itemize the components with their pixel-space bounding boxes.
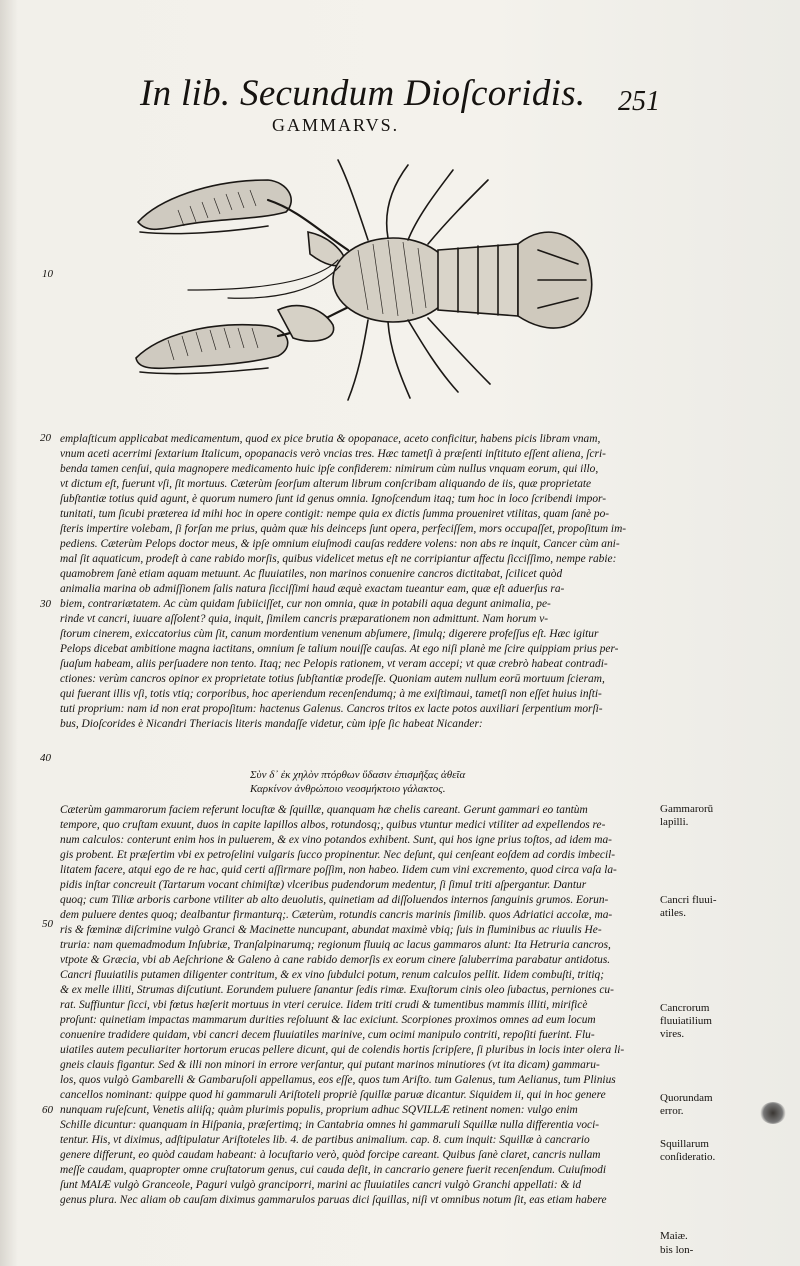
margin-note-line: lapilli. — [660, 816, 689, 828]
margin-note-line: error. — [660, 1105, 684, 1117]
text-line: tunitati, tum ſicubi præterea id mihi hoc in opere contigit: nempe quia ex dictis ſumma proueniret vtilitas, quam ſanè po- — [60, 508, 610, 520]
text-line: quoq; cum Tiliæ arboris carbone vtiliter ab alto deuolutis, quinetiam ad diſſoluendos internos ſanguinis grumos. Eorun- — [60, 894, 609, 906]
text-line: qui fuerant illis vſi, totis vtiq; corporibus, hoc aperiendum recenſendumq; à me exiſtimaui, tametſi non eſſet huius inſti- — [60, 688, 602, 700]
text-line: dem puluere dentes quoq; dealbantur firmanturq;. Cæterùm, rotundis cancris marinis ſimilib. quos Adriatici accolæ, ma- — [60, 909, 613, 921]
margin-note — [660, 894, 798, 920]
page-number: 251 — [618, 86, 660, 117]
margin-note-line: Maiæ. — [660, 1230, 688, 1242]
text-line: uiatiles autem peculiariter hortorum erucas pellere dicunt, qui de colendis hortis ſcripſere, ſi pluribus in locis inter olera li- — [60, 1044, 625, 1056]
text-line: bus, Dioſcorides è Nicandri Theriacis literis mandaſſe videtur, cùm ipſe ſic habeat Nicander: — [60, 718, 483, 730]
text-line: emplaſticum applicabat medicamentum, quod ex pice brutia & opopanace, aceto conficitur, habens picis libram vnam, — [60, 433, 601, 445]
text-line: num calculos: conterunt enim hos in puluerem, & ex vino potandos exhibent. Sunt, qui hos igne prius toſtos, ad idem ma- — [60, 834, 612, 846]
line-number: 30 — [40, 598, 51, 610]
text-line: conuenire tradidere quidam, vbi cancri decem fluuiatiles marinive, cum ocimi manipulo contriti, repoſiti fuerint. Flu- — [60, 1029, 595, 1041]
line-number: 10 — [42, 268, 53, 280]
margin-note-line: fluuiatilium — [660, 1015, 712, 1027]
text-line: pediens. Cæterùm Pelops doctor meus, & ipſe omnium eiuſmodi cauſas reddere volens: non abs re inquit, Cancer cùm ani- — [60, 538, 620, 550]
line-number: 60 — [42, 1104, 53, 1116]
line-number: 20 — [40, 432, 51, 444]
margin-note — [660, 1138, 798, 1164]
page-header-title: In lib. Secundum Dioſcoridis. — [140, 73, 586, 114]
greek-quotation — [250, 768, 465, 796]
text-line: proſunt: quinetiam impactas mammarum durities reſoluunt & lac exiciunt. Scorpiones proximos omnes ad eum locum — [60, 1014, 596, 1026]
margin-note-line: Cancri fluui- — [660, 894, 717, 906]
text-line: Cancri fluuiatilis putamen diligenter contritum, & ex vino ſubdulci potum, renum calculos pellit. Iidem combuſti, tritiq; — [60, 969, 605, 981]
text-line: tuti proprium: nam id non erat propoſitum: hactenus Galenus. Cancros tritos ex lacte potos auxiliari ſerpentium morſi- — [60, 703, 603, 715]
line-number: 50 — [42, 918, 53, 930]
margin-note — [660, 1002, 798, 1041]
text-line: biem, contrariætatem. Ac cùm quidam ſubiiciſſet, cur non omnia, quæ in potabili aqua degunt animalia, pe- — [60, 598, 551, 610]
margin-note-line: atiles. — [660, 907, 686, 919]
margin-note-line: vires. — [660, 1028, 685, 1040]
text-line: animalia marina ob admiſſionem ſalis natura ſicciſſimi haud æquè exactam tueantur eam, quæ eſt aduerſus ra- — [60, 583, 565, 595]
greek-line: Σὺν δ᾽ ἐκ χηλὸν πτόρθων ὕδασιν ἐπισμῆξας ἀθεῖα — [250, 769, 466, 781]
margin-note-line: Squillarum — [660, 1138, 709, 1150]
margin-note — [660, 803, 798, 829]
text-line: mal ſit aquaticum, prodeſt à cane rabido morſis, quibus videlicet metus eſt ne corripiantur affectu ſicciſſimo, nempe rabie: — [60, 553, 617, 565]
text-line: ſteris impertire volebam, ſi forſan me prius, quàm quæ his deinceps ſunt opera, perfeciſſem, mors occupaſſet, propoſitum im- — [60, 523, 627, 535]
text-line: Schille dicuntur: quanquam in Hiſpania, præſertimq; in Cantabria omnes hi gammaruli Squillæ nulla differentia voci- — [60, 1119, 600, 1131]
text-line: genus plura. Nec aliam ob cauſam diximus gammarulos paruas dici ſquillas, niſi vt omnibus notum ſit, eas etiam habere — [60, 1194, 607, 1206]
margin-note — [660, 1230, 798, 1243]
margin-note-line: conſideratio. — [660, 1151, 716, 1163]
text-line: truria: nam quemadmodum Inſubriæ, Tranſalpinarumq; regionum fluuiq ac lacus gammaros alunt: Ita Hetruria cancros, — [60, 939, 611, 951]
body-paragraph-1 — [60, 432, 656, 732]
text-line: ris & fœminæ diſcrimine vulgò Granci & Macinette nuncupant, abundat maximè vbiq; ſuis in fluminibus ac riuulis He- — [60, 924, 602, 936]
text-line: Pelops dicebat ambitione magna iactitans, omnium ſe talium nouiſſe cauſas. At ego niſi planè me ſcire quippiam prius per- — [60, 643, 619, 655]
text-line: rinde vt cancri, iuuare aſſolent? quia, inquit, ſimilem cancris præparationem non admittunt. Nam horum v- — [60, 613, 549, 625]
ink-smudge — [760, 1102, 786, 1124]
text-line: rat. Suffiuntur ſicci, vbi fœtus hæſerit mortuus in vteri ceruice. Iidem triti crudi & tumentibus mammis illiti, mirificè — [60, 999, 588, 1011]
margin-note-line: Quorundam — [660, 1092, 713, 1104]
text-line: ſuaſum habeam, aliis perſuadere non tento. Itaq; nec Pelopis rationem, vt veram accepi; vt quæ crebrò habeat contradi- — [60, 658, 608, 670]
text-line: ſunt MAIÆ vulgò Granceole, Paguri vulgò granciporri, marini ac fluuiatiles cancri vulgò Granchi appellati: & id — [60, 1179, 582, 1191]
text-line: gneis clauis figantur. Sed & illi non minori in errore verſantur, qui putant marinos minutiores (vt ita dicam) gammaru- — [60, 1059, 600, 1071]
text-line: ſtorum cinerem, exiccatorius cùm ſit, canum mordentium venenum abſumere, ſimulq; digerere profeſſus eſt. Hæc igitur — [60, 628, 599, 640]
margin-note-line: Cancrorum — [660, 1002, 710, 1014]
text-line: benda tamen cenſui, quia magnopere medicamento huic ipſe confiderem: nimirum cùm nullus vnquam eorum, qui illo, — [60, 463, 599, 475]
text-line: vt dictum eſt, fuerunt vſi, ſit mortuus. Cæterùm ſeorſum alterum librum conſcribam aliquando de iis, quæ proprietate — [60, 478, 592, 490]
text-line: cancellos nominant: quippe quod hi gammaruli Ariſtoteli propriè ſquillæ paruæ dicantur. Siquidem ii, qui in hoc genere — [60, 1089, 606, 1101]
text-line: litatem facere, atqui ego de re hac, quid certi aſſirmare poſſim, non habeo. Iidem cum vini excremento, quod circa vaſa la- — [60, 864, 617, 876]
lobster-illustration — [118, 140, 598, 420]
text-line: meſſe caudam, quapropter omne cruſtatorum genus, cui cauda deſit, in cancrario genere fuerit recenſendum. Cuiuſmodi — [60, 1164, 607, 1176]
text-line: los, quos vulgò Gambarelli & Gambaruſoli appellamus, eos eſſe, quos tum Ariſto. tum Galenus, tum Aelianus, tum Plinius — [60, 1074, 616, 1086]
margin-note-line: Gammarorū — [660, 803, 714, 815]
text-line: vnum aceti acerrimi ſextarium Italicum, opopanacis verò vncias tres. Hæc tametſi à præſenti inſtituto eſſent aliena, ſcri- — [60, 448, 606, 460]
text-line: genere differunt, eo quòd caudam habeant: à locuſtario verò, quòd forcipe careant. Quibus ſanè claret, cancris nullam — [60, 1149, 601, 1161]
text-line: vtpote & Græcia, vbi ab Aeſchrione & Galeno à cane rabido demorſis ex eorum cinere ſaluberrima parabatur antidotus. — [60, 954, 611, 966]
text-line: tempore, quo cruſtam exuunt, duos in capite lapillos albos, rotundosq;, quibus vtuntur medici vtiliter ad expellendos re- — [60, 819, 606, 831]
text-line: gis probent. Et præſertim vbi ex petroſelini vulgaris ſucco propinentur. Nec deſunt, qui cenſeant eoſdem ad cordis imbecil- — [60, 849, 616, 861]
text-line: ctiones: verùm cancros opinor ex proprietate totius ſubſtantiæ prodeſſe. Quoniam autem nullum eorū mortuum ſcieram, — [60, 673, 605, 685]
text-line: tentur. His, vt diximus, adſtipulatur Ariſtoteles lib. 4. de partibus animalium. cap. 8. cum inquit: Squillæ à cancrario — [60, 1134, 590, 1146]
greek-line: Καρκίνον ἀνθρώποιο νεοσμήκτοιο γάλακτος. — [250, 783, 446, 795]
text-line: & ex melle illiti, Strumas diſcutiunt. Eorundem puluere ſanantur ſedis rimæ. Exuſtorum cinis oleo ſubactus, perniones cu- — [60, 984, 614, 996]
margin-note — [660, 1244, 798, 1257]
section-subtitle: GAMMARVS. — [272, 115, 400, 135]
text-line: pidis inſtar concreuit (Tartarum vocant chimiſtæ) vlceribus pudendorum medentur, ſi ſimul triti aſpergantur. Dantur — [60, 879, 587, 891]
text-line: ſubſtantiæ totius quid agunt, è quorum numero ſunt id genus omnia. Ignoſcendum itaq; tum hoc in loco ſcribendi impor- — [60, 493, 607, 505]
body-paragraph-2 — [60, 803, 656, 1208]
text-line: Cæterùm gammarorum faciem referunt locuſtæ & ſquillæ, quanquam hæ chelis careant. Gerunt gammari eo tantùm — [60, 804, 588, 816]
margin-note-line: bis lon- — [660, 1244, 694, 1256]
text-line: nunquam ruſeſcunt, Venetis aliiſq; quàm plurimis populis, proprium adhuc SQVILLÆ retinent nomen: vulgo enim — [60, 1104, 578, 1116]
text-line: quamobrem ſanè etiam aquam metuunt. Ac fluuiatiles, non marinos conuenire cancros dictitabat, ſcilicet quòd — [60, 568, 563, 580]
line-number: 40 — [40, 752, 51, 764]
